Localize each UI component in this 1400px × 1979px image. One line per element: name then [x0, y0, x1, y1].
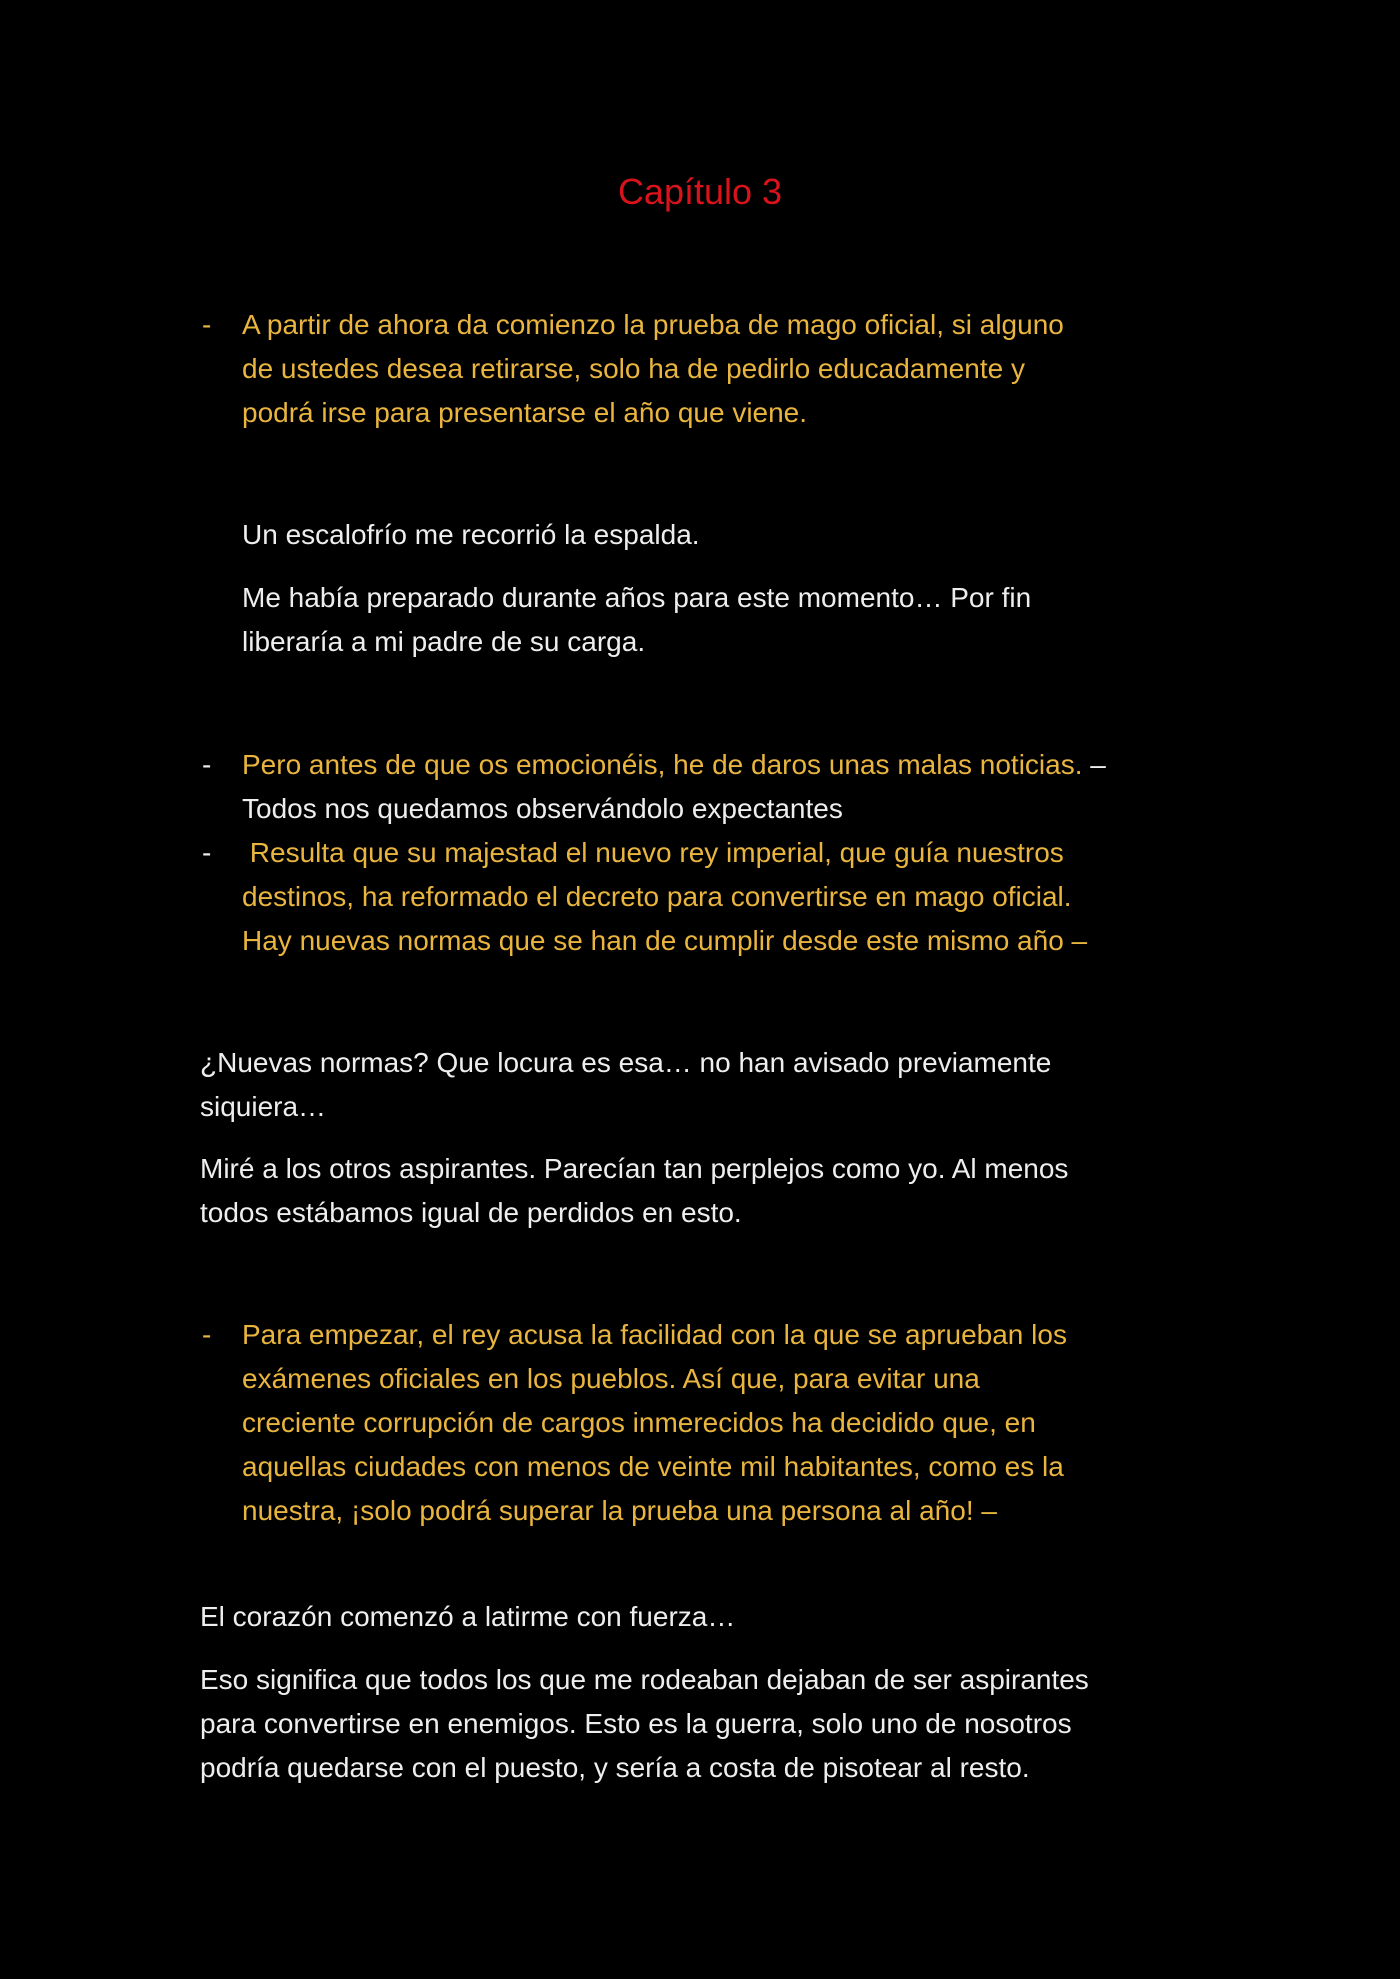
- dialogue-line: Para empezar, el rey acusa la facilidad con la que se aprueban los: [242, 1319, 1067, 1350]
- dialogue-block-1: [202, 303, 1242, 435]
- narration-line: liberaría a mi padre de su carga.: [242, 626, 646, 657]
- dialogue-line: nuestra, ¡solo podrá superar la prueba una persona al año! –: [242, 1495, 997, 1526]
- dialogue-block-4: [202, 1313, 1242, 1533]
- narration-line: siquiera…: [200, 1091, 327, 1122]
- chapter-title: Capítulo 3: [617, 171, 783, 212]
- narration-line: Miré a los otros aspirantes. Parecían tan perplejos como yo. Al menos: [200, 1153, 1069, 1184]
- narration-line: podría quedarse con el puesto, y sería a costa de pisotear al resto.: [200, 1752, 1030, 1783]
- narration-paragraph-2: [242, 576, 1031, 664]
- dialogue-line: A partir de ahora da comienzo la prueba de mago oficial, si alguno: [242, 309, 1064, 340]
- dialogue-narration: Todos nos quedamos observándolo expectantes: [242, 793, 843, 824]
- dialogue-line: aquellas ciudades con menos de veinte mil habitantes, como es la: [242, 1451, 1064, 1482]
- dialogue-block-2: [202, 743, 1262, 831]
- dialogue-line: Hay nuevas normas que se han de cumplir desde este mismo año –: [242, 925, 1088, 956]
- narration-paragraph-3: [200, 1041, 1051, 1129]
- narration-paragraph-5: El corazón comenzó a latirme con fuerza…: [200, 1601, 736, 1632]
- dialogue-line: podrá irse para presentarse el año que viene.: [242, 397, 808, 428]
- dialogue-line: Resulta que su majestad el nuevo rey imperial, que guía nuestros: [242, 837, 1064, 868]
- narration-line: Me había preparado durante años para este momento… Por fin: [242, 582, 1032, 613]
- dialogue-dash: -: [202, 1319, 212, 1350]
- dialogue-dash: -: [202, 837, 212, 868]
- narration-paragraph-1: Un escalofrío me recorrió la espalda.: [242, 519, 700, 550]
- narration-paragraph-6: [200, 1658, 1089, 1790]
- dialogue-block-3: [202, 831, 1262, 963]
- narration-paragraph-4: [200, 1147, 1068, 1235]
- narration-line: todos estábamos igual de perdidos en esto.: [200, 1197, 742, 1228]
- dialogue-line: creciente corrupción de cargos inmerecidos ha decidido que, en: [242, 1407, 1036, 1438]
- dialogue-line: de ustedes desea retirarse, solo ha de pedirlo educadamente y: [242, 353, 1025, 384]
- dialogue-dash: -: [202, 749, 212, 780]
- dialogue-speech: Pero antes de que os emocionéis, he de daros unas malas noticias.: [242, 749, 1083, 780]
- narration-line: ¿Nuevas normas? Que locura es esa… no han avisado previamente: [200, 1047, 1052, 1078]
- narration-line: Eso significa que todos los que me rodeaban dejaban de ser aspirantes: [200, 1664, 1089, 1695]
- dialogue-tail-dash: –: [1082, 749, 1106, 780]
- narration-line: para convertirse en enemigos. Esto es la guerra, solo uno de nosotros: [200, 1708, 1072, 1739]
- dialogue-dash: -: [202, 309, 212, 340]
- dialogue-line: destinos, ha reformado el decreto para convertirse en mago oficial.: [242, 881, 1072, 912]
- dialogue-line: exámenes oficiales en los pueblos. Así que, para evitar una: [242, 1363, 980, 1394]
